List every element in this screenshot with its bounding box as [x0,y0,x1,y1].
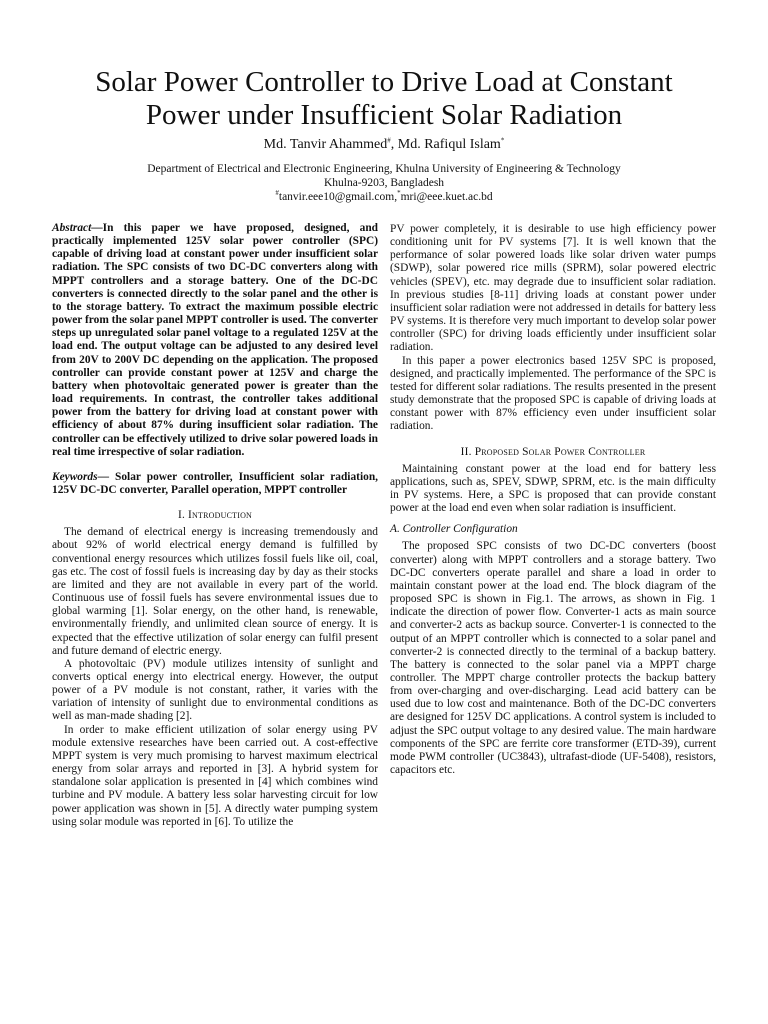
abstract-label: Abstract [52,222,92,234]
author-2-mark: * [500,136,505,145]
keywords [52,471,378,497]
intro-paragraph-4: PV power completely, it is desirable to use high efficiency power conditioning unit for PV systems [7]. It is well known that the performance of solar powered loads like solar driven water pumps (SDWP), solar powered rice mills (SPRM), solar powered electric vehicles (SPEV), etc. may degrade due to insufficient solar radiation. In previous studies [8-11] driving loads at constant power under insufficient solar radiation were not addressed in details for battery less PV systems. It is therefore very much important to develop solar power controller (SPC) for driving loads efficiently under insufficient solar radiation. [390,223,716,354]
keywords-text: — Solar power controller, Insufficient solar radiation, 125V DC-DC converter, Parallel operation, MPPT controller [52,470,378,496]
author-list [40,137,728,153]
email-1-mark: # [275,189,279,198]
intro-paragraph-5: In this paper a power electronics based 125V SPC is proposed, designed, and practically implemented. The performance of the SPC is tested for different solar radiations. The results presented in the present study demonstrate that the proposed SPC is capable of driving loads at constant power with 87% efficiency even under insufficient solar radiation. [390,354,716,433]
author-1-mark: # [387,136,391,145]
intro-paragraph-1: The demand of electrical energy is increasing tremendously and about 92% of world electrical energy demand is fulfilled by conventional energy resources which utilizes fossil fuels like oil, coal, gas etc. The cost of fossil fuels is increasing day by day as their stocks are limited and they are not available in every part of the world. Continuous use of fossil fuels has severe environmental issues due to global warming [1]. Solar energy, on the other hand, is renewable, environmentally friendly, and unlimited clean source of energy. It is expected that the effective utilization of solar energy can fulfil present and future demand of electric energy. [52,526,378,657]
subsection-heading-controller-configuration: A. Controller Configuration [390,523,518,536]
email-2-mark: * [397,189,401,198]
email-line [40,190,728,204]
author-1: Md. Tanvir Ahammed [263,137,388,152]
proposed-paragraph-1: Maintaining constant power at the load end for battery less applications, such as, SPEV, SDWP, SPRM, etc. is the main difficulty in PV systems. Here, a SPC is proposed that can provide constant power at the load end even when solar radiation is insufficient. [390,462,716,515]
keywords-label: Keywords [52,470,98,483]
author-separator: , [390,137,398,152]
left-column [52,222,378,829]
abstract-text: —In this paper we have proposed, designed, and practically implemented 125V solar power controller (SPC) capable of driving load at constant power under insufficient solar radiation. The SPC consists of two DC-DC converters along with MPPT controllers and a storage battery. One of the DC-DC converters is connected directly to the solar panel and the other is to the storage battery. To extract the maximum possible electric power from the solar panel MPPT controller is used. The converter steps up unregulated solar panel voltage to a regulated 125V at the load end. The output voltage can be adjusted to any desired level from 20V to 200V DC depending on the application. The proposed controller can provide constant power at 125V and charge the battery when photovoltaic generated power is greater than the load requirements. In contrast, the controller takes additional power from the battery for driving load at constant power with efficiency of about 87% during insufficient solar radiation. The controller can be effectively utilized to drive solar powered loads in real time irrespective of solar radiation. [52,222,378,458]
affiliation-city: Khulna-9203, Bangladesh [323,177,445,189]
paper-title [40,66,728,132]
section-heading-proposed-controller: II. Proposed Solar Power Controller [460,445,646,458]
title-line-1: Solar Power Controller to Drive Load at Constant [95,66,673,98]
section-heading-introduction: I. Introduction [177,509,253,522]
right-column [390,223,716,777]
affiliation [40,162,728,204]
intro-paragraph-2: A photovoltaic (PV) module utilizes intensity of sunlight and converts optical energy into electrical energy. However, the output power of a PV module is not constant, rather, it varies with the variation of intensity of sunlight due to environmental conditions as well as man-made shading [2]. [52,657,378,723]
affiliation-department: Department of Electrical and Electronic Engineering, Khulna University of Engineering & Technology [147,163,621,175]
email-2[interactable]: mri@eee.kuet.ac.bd [400,191,493,203]
abstract [52,222,378,459]
intro-paragraph-3: In order to make efficient utilization of solar energy using PV module extensive researches have been carried out. A cost-effective MPPT system is very much promising to harvest maximum electrical energy from solar arrays and reported in [3]. A hybrid system for standalone solar application is presented in [4] which combines wind turbine and PV module. A battery less solar harvesting circuit for low power application was shown in [5]. A directly water pumping system using solar module was reported in [6]. To utilize the [52,723,378,828]
title-line-2: Power under Insufficient Solar Radiation [145,99,623,131]
author-2: Md. Rafiqul Islam [397,137,501,152]
configuration-paragraph: The proposed SPC consists of two DC-DC converters (boost converter) along with MPPT controllers and a storage battery. Two DC-DC converters operate parallel and share a load in order to maintain constant power at the load end. The block diagram of the proposed SPC is shown in Fig.1. The arrows, as shown in Fig. 1 indicate the direction of power flow. Converter-1 acts as main source and converter-2 acts as backup source. Converter-1 is connected to the output of an MPPT controller which is connected to a solar panel and converter-2 is connected directly to the terminal of a backup battery. The battery is connected to the solar panel via a MPPT charge controller. The MPPT charge controller protects the backup battery from over-charging and over-discharging. Lead acid battery can be used due to low cost and maintenance. Both of the DC-DC converters are designed for 125V DC applications. A control system is included to adjust the SPC output voltage to any desired value. The main hardware components of the SPC are ferrite core transformer (ETD-39), current mode PWM controller (UC3843), ultrafast-diode (UF-5408), resistors, capacitors etc. [390,540,716,777]
email-1[interactable]: tanvir.eee10@gmail.com, [278,191,398,203]
